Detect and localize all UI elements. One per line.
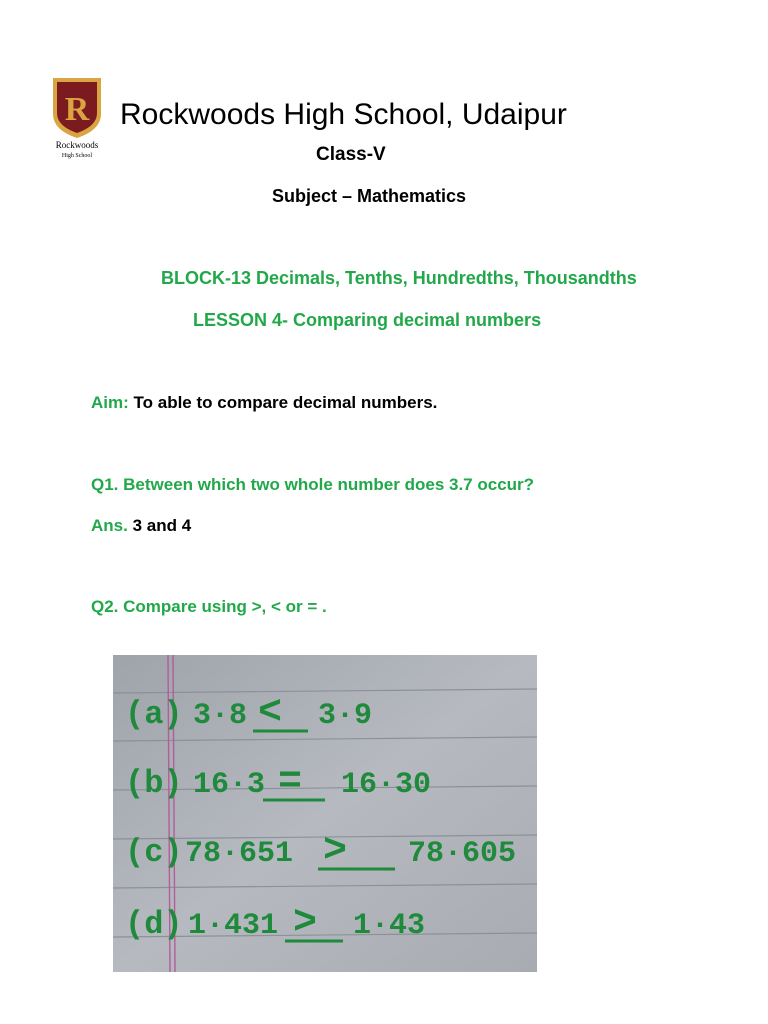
notebook-photo [113,655,537,972]
school-logo [48,74,106,160]
hw-right-value: 3·9 [318,699,373,733]
answer-label: Ans. [91,516,128,535]
question-1: Q1. Between which two whole number does 3.7 occur? [91,475,535,494]
hw-sign: > [293,901,318,946]
svg-text:R: R [64,91,90,128]
aim-line [91,393,437,413]
answer-1 [91,516,191,536]
answer-text: 3 and 4 [132,516,192,535]
hw-right-value: 1·43 [353,909,426,943]
class-label: Class-V [316,144,386,165]
crest-icon [48,74,106,160]
handwritten-answer-photo [113,655,537,972]
hw-left-value: 16·3 [193,768,266,802]
lesson-title: LESSON 4- Comparing decimal numbers [193,310,542,330]
hw-label: (a) [125,696,183,733]
block-title: BLOCK-13 Decimals, Tenths, Hundredths, Thousandths [161,268,637,288]
aim-text: To able to compare decimal numbers. [133,393,438,412]
subject-label: Subject – Mathematics [272,186,467,206]
hw-left-value: 78·651 [185,837,294,871]
hw-sign: = [278,760,303,805]
logo-subtext: High School [61,153,93,159]
hw-right-value: 78·605 [408,837,517,871]
question-2: Q2. Compare using >, < or = . [91,597,327,616]
hw-left-value: 1·431 [188,909,279,943]
logo-text: Rockwoods [55,140,99,150]
hw-sign: < [258,691,283,736]
hw-right-value: 16·30 [341,768,432,802]
hw-label: (b) [125,765,183,802]
aim-label: Aim: [91,393,129,412]
hw-label: (c) [125,834,183,871]
hw-left-value: 3·8 [193,699,248,733]
hw-sign: > [323,829,348,874]
hw-label: (d) [125,906,183,943]
school-name: Rockwoods High School, Udaipur [120,98,567,131]
